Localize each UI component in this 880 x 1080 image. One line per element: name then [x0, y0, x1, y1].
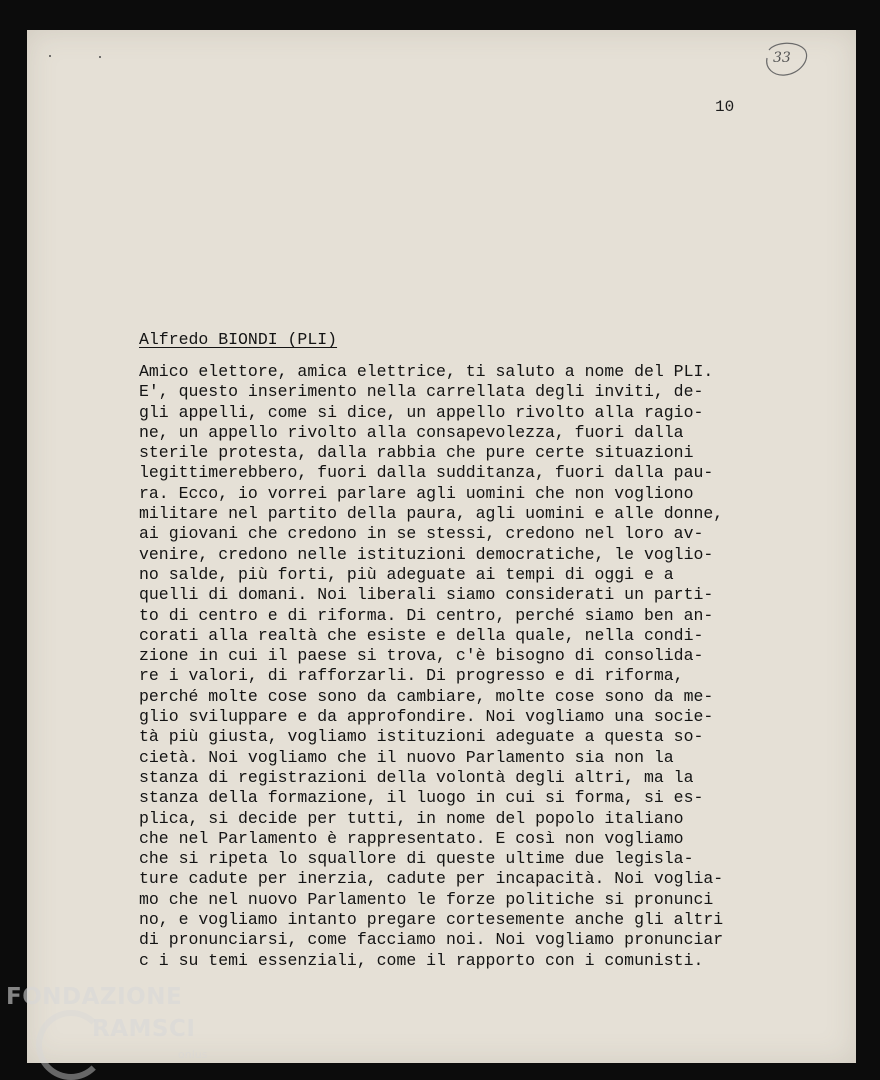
text-line: plica, si decide per tutti, in nome del popolo italiano	[139, 808, 684, 828]
text-line: glio sviluppare e da approfondire. Noi vogliamo una socie-	[139, 707, 714, 727]
text-line: sterile protesta, dalla rabbia che pure certe situazioni	[139, 443, 694, 463]
text-line: venire, credono nelle istituzioni democratiche, le voglio-	[139, 544, 714, 564]
speech-text	[139, 362, 723, 971]
paper-speck	[49, 55, 51, 57]
text-line: Amico elettore, amica elettrice, ti saluto a nome del PLI.	[139, 362, 714, 381]
text-line: tà più giusta, vogliamo istituzioni adeguate a questa so-	[139, 727, 704, 747]
watermark-line-3: onlus	[178, 1048, 208, 1061]
text-line: ne, un appello rivolto alla consapevolezza, fuori dalla	[139, 422, 684, 442]
text-line: di pronunciarsi, come facciamo noi. Noi vogliamo pronunciar	[139, 930, 724, 950]
fondazione-gramsci-watermark	[0, 982, 230, 1080]
text-line: ai giovani che credono in se stessi, credono nel loro av-	[139, 524, 704, 544]
archive-stamp	[761, 40, 809, 80]
text-line: ra. Ecco, io vorrei parlare agli uomini che non vogliono	[139, 483, 694, 503]
page-number: 10	[715, 98, 735, 116]
text-line: che si ripeta lo squallore di queste ultime due legisla-	[139, 849, 694, 869]
text-line: stanza di registrazioni della volontà degli altri, ma la	[139, 767, 694, 787]
text-line: no salde, più forti, più adeguate ai tempi di oggi e a	[139, 564, 674, 584]
text-line: ture cadute per inerzia, cadute per incapacità. Noi voglia-	[139, 869, 724, 889]
text-line: zione in cui il paese si trova, c'è bisogno di consolida-	[139, 646, 704, 666]
text-line: quelli di domani. Noi liberali siamo considerati un parti-	[139, 585, 714, 605]
text-line: corati alla realtà che esiste e della quale, nella condi-	[139, 625, 704, 645]
archive-number: 33	[773, 50, 791, 66]
paper-speck	[99, 56, 101, 58]
watermark-line-2: RAMSCI	[92, 1016, 196, 1042]
text-line: che nel Parlamento è rappresentato. E così non vogliamo	[139, 828, 684, 848]
text-line: militare nel partito della paura, agli uomini e alle donne,	[139, 504, 724, 524]
text-line: stanza della formazione, il luogo in cui si forma, si es-	[139, 788, 704, 808]
text-line: c i su temi essenziali, come il rapporto con i comunisti.	[139, 950, 704, 970]
text-line: no, e vogliamo intanto pregare cortesemente anche gli altri	[139, 910, 724, 930]
text-line: E', questo inserimento nella carrellata degli inviti, de-	[139, 382, 704, 402]
text-line: re i valori, di rafforzarli. Di progresso e di riforma,	[139, 666, 684, 686]
text-line: cietà. Noi vogliamo che il nuovo Parlamento sia non la	[139, 747, 674, 767]
text-line: legittimerebbero, fuori dalla sudditanza, fuori dalla pau-	[139, 463, 714, 483]
watermark-line-1: FONDAZIONE	[6, 984, 183, 1010]
text-line: mo che nel nuovo Parlamento le forze politiche si pronunci	[139, 889, 714, 909]
speaker-heading: Alfredo BIONDI (PLI)	[139, 330, 338, 349]
text-line: perché molte cose sono da cambiare, molte cose sono da me-	[139, 686, 714, 706]
text-line: gli appelli, come si dice, un appello rivolto alla ragio-	[139, 402, 704, 422]
text-line: to di centro e di riforma. Di centro, perché siamo ben an-	[139, 605, 714, 625]
